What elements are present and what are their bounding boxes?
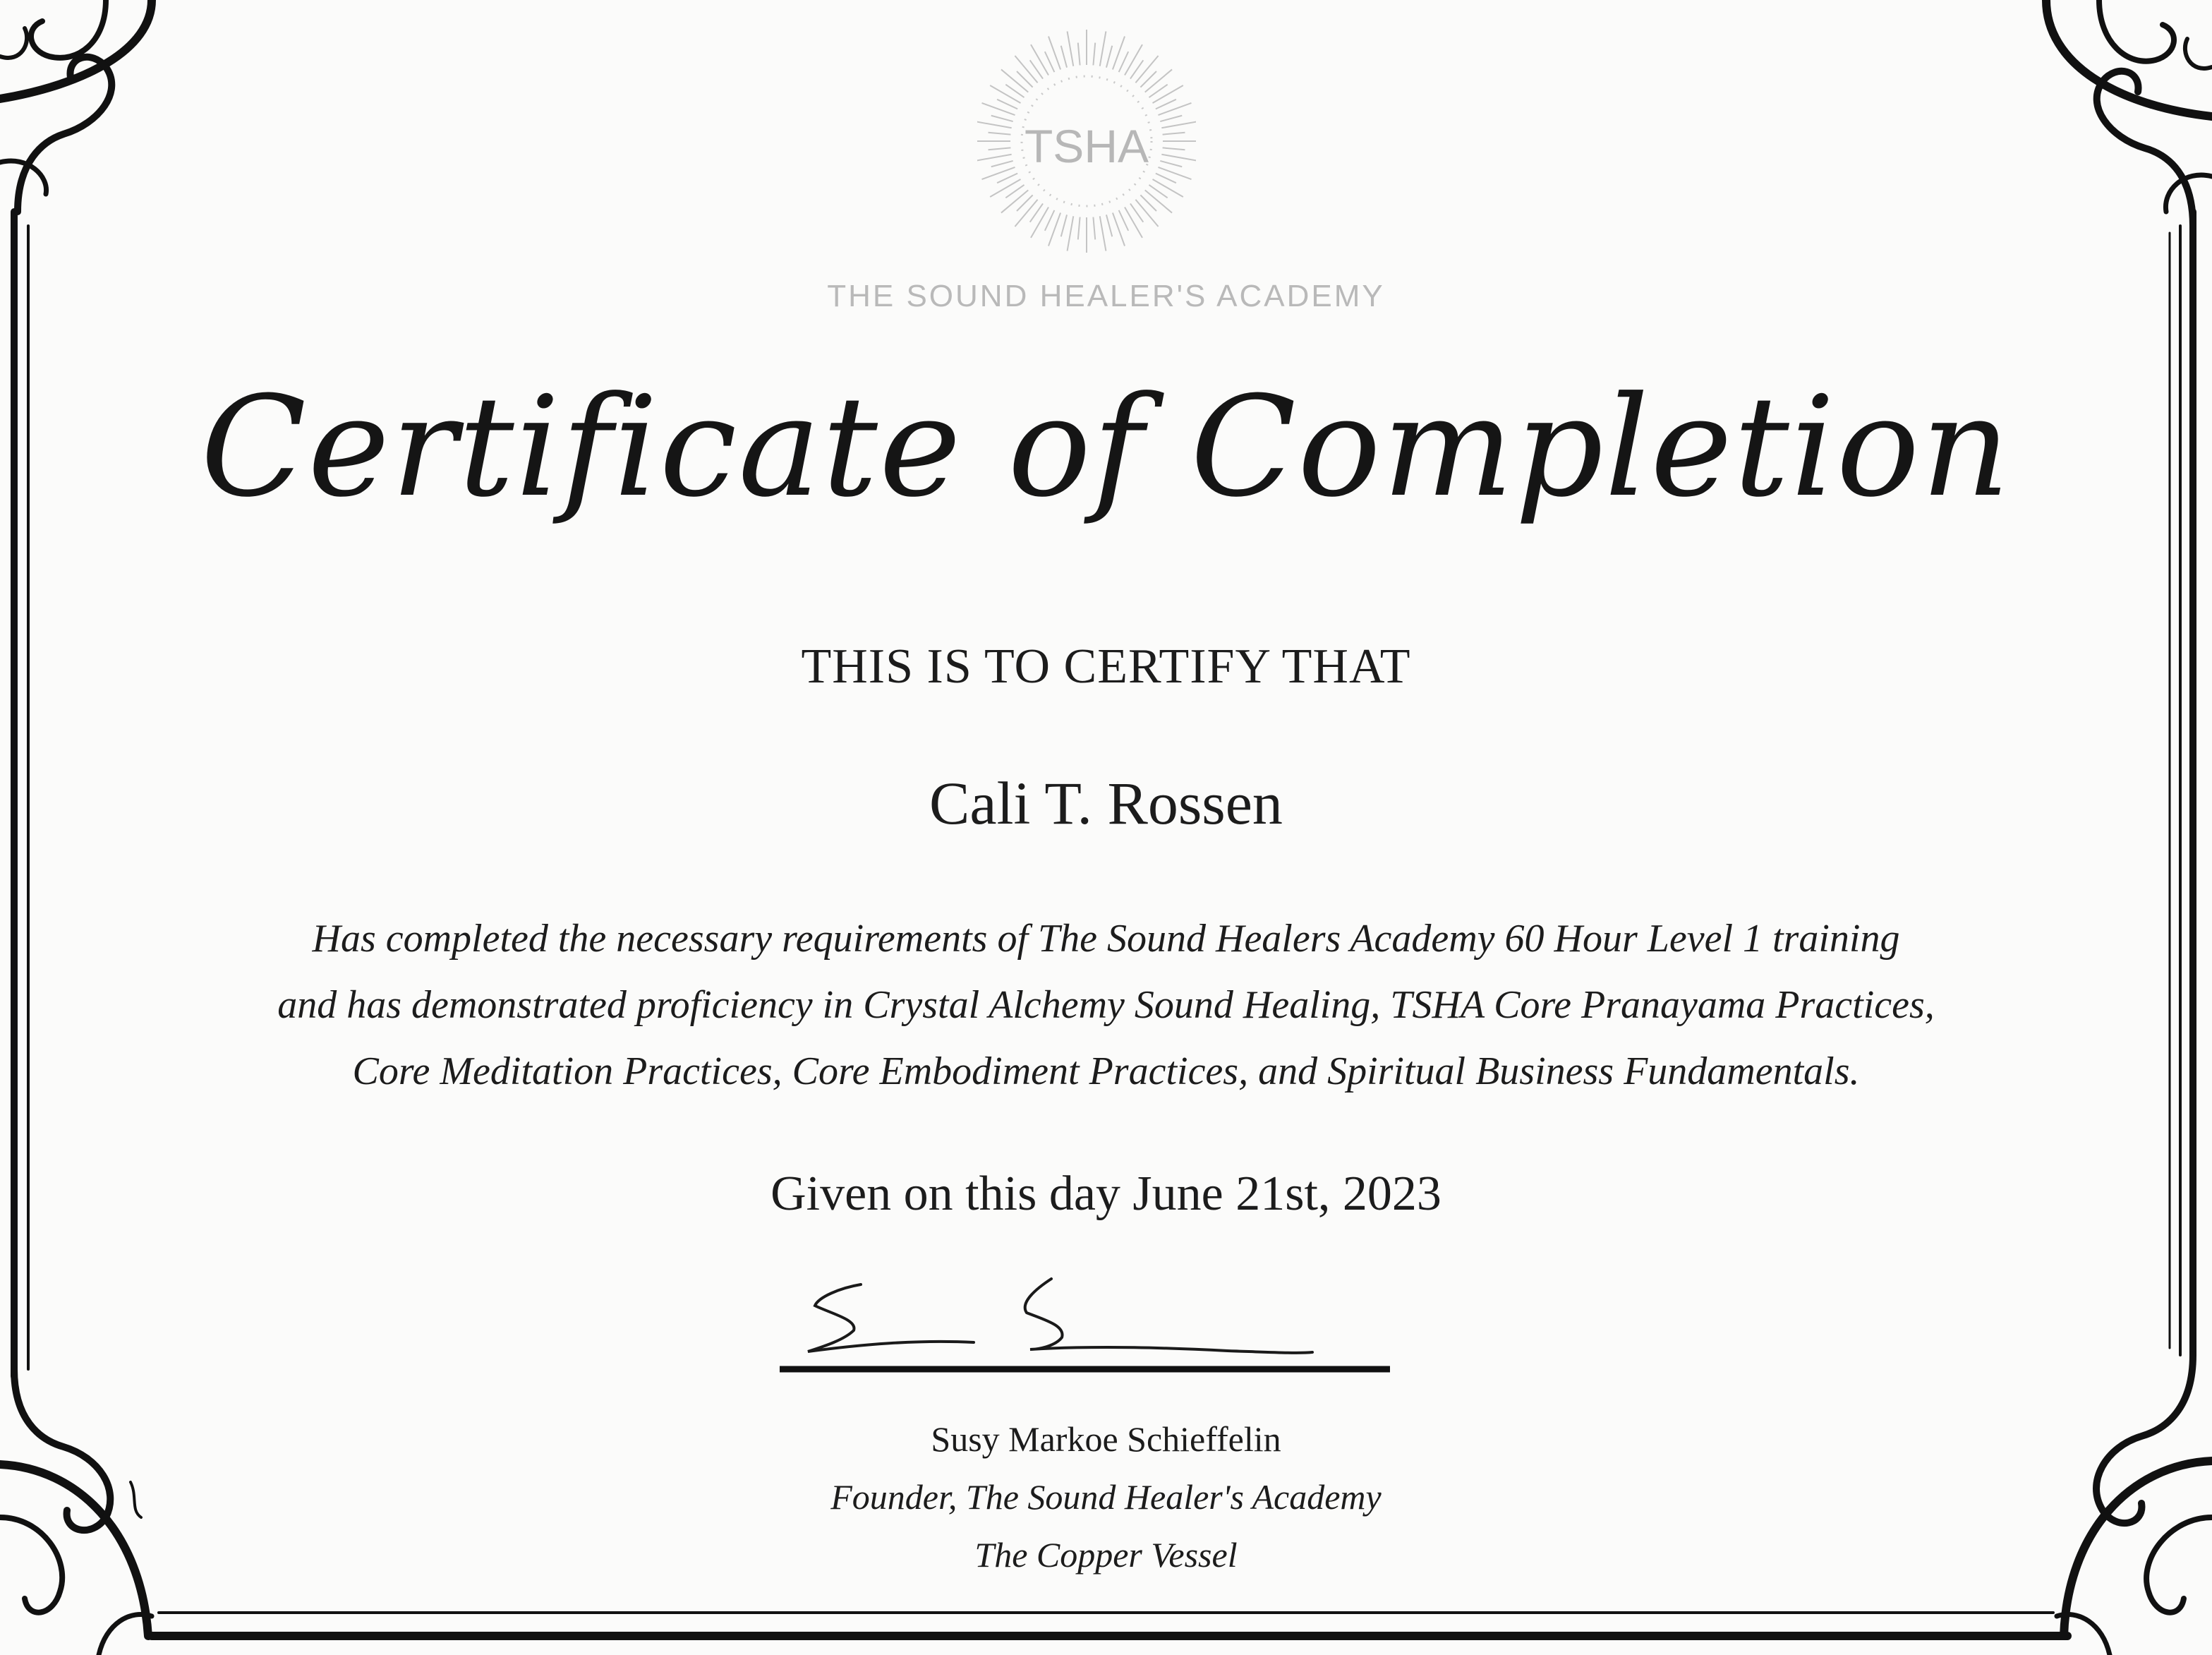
signer-name: Susy Markoe Schieffelin: [931, 1419, 1281, 1459]
logo-ray: [1106, 215, 1112, 236]
logo-ray: [1119, 210, 1129, 231]
logo-ray: [1160, 116, 1182, 121]
logo-ray: [997, 100, 1017, 109]
logo-ray: [977, 122, 1012, 128]
logo-emblem-text: TSHA: [1024, 120, 1149, 172]
logo-ray: [1156, 174, 1176, 183]
logo-ray: [1160, 161, 1182, 167]
logo-ray: [997, 174, 1017, 183]
logo-ray: [1068, 216, 1074, 251]
logo-ray: [1093, 217, 1095, 240]
logo-ray: [1100, 216, 1106, 251]
logo-ray: [1153, 179, 1183, 197]
completion-description: [0, 905, 2212, 1105]
logo-ray: [1125, 44, 1142, 75]
logo-ray: [1119, 52, 1129, 72]
signer-organization: The Copper Vessel: [974, 1535, 1238, 1575]
logo-ray: [1163, 148, 1185, 150]
logo-ray: [1015, 200, 1037, 227]
logo-ray: [1001, 69, 1028, 92]
logo-ray: [1153, 85, 1183, 103]
logo-ray: [1068, 31, 1074, 66]
logo-ray: [1045, 210, 1055, 231]
logo-ray: [1001, 190, 1028, 212]
recipient-name: Cali T. Rossen: [929, 769, 1283, 837]
description-line: and has demonstrated proficiency in Crystal Alchemy Sound Healing, TSHA Core Pranayama Practices,: [277, 983, 1935, 1027]
signature: [776, 1263, 1397, 1383]
certify-statement: THIS IS TO CERTIFY THAT: [801, 639, 1411, 694]
description-line: Core Meditation Practices, Core Embodiment Practices, and Spiritual Business Fundamentals.: [352, 1049, 1860, 1093]
logo-ray: [1031, 207, 1048, 238]
logo-ray: [991, 161, 1013, 167]
logo-ray: [990, 85, 1020, 103]
logo-ray: [1135, 56, 1158, 83]
logo-ray: [1100, 31, 1106, 66]
logo-ray: [1163, 133, 1185, 135]
logo-ray: [1145, 190, 1172, 212]
logo-ray: [1156, 100, 1176, 109]
logo-ray: [1031, 44, 1048, 75]
logo-ray: [1078, 43, 1080, 66]
logo-ray: [1135, 200, 1158, 227]
academy-name: THE SOUND HEALER'S ACADEMY: [827, 279, 1385, 313]
logo-ray: [1106, 46, 1112, 68]
logo-ray: [991, 116, 1013, 121]
logo-ray: [977, 155, 1012, 161]
certificate-title: Certificate of Completion: [200, 367, 2012, 528]
description-line: Has completed the necessary requirements of The Sound Healers Academy 60 Hour Level 1 training: [312, 917, 1900, 961]
logo-ray: [1145, 69, 1172, 92]
logo-ray: [1161, 155, 1196, 161]
logo-ray: [1078, 217, 1080, 240]
logo-ray: [1061, 215, 1067, 236]
logo-ray: [990, 179, 1020, 197]
logo-ray: [1161, 122, 1196, 128]
logo-ray: [1093, 43, 1095, 66]
logo-ray: [989, 148, 1011, 150]
logo-ray: [1061, 46, 1067, 68]
academy-logo: [977, 21, 1196, 261]
signer-title: Founder, The Sound Healer's Academy: [830, 1477, 1382, 1517]
logo-ray: [989, 133, 1011, 135]
logo-ray: [1045, 52, 1055, 72]
logo-ray: [1015, 56, 1037, 83]
logo-ray: [1125, 207, 1142, 238]
issue-date-line: Given on this day June 21st, 2023: [770, 1167, 1442, 1221]
